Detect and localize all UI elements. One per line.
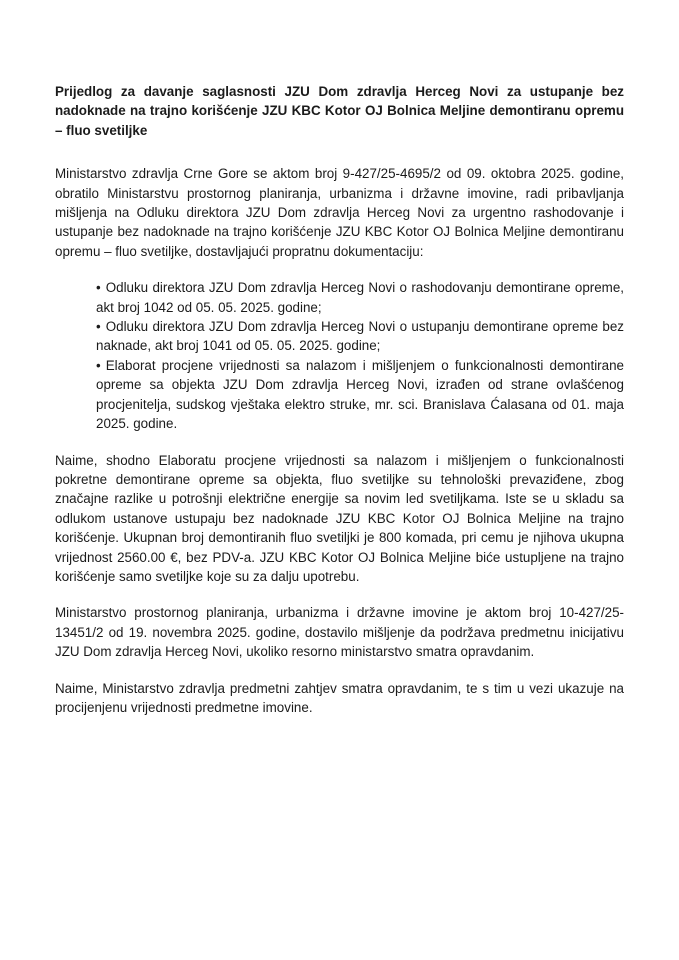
bullet-item-text: Elaborat procjene vrijednosti sa nalazom i mišljenjem o funkcionalnosti demontirane opreme sa objekta JZU Dom zdravlja Herceg Novi, izrađen od strane ovlašćenog procjenitelja, sudskog vještaka elektro struke, mr. sci. Branislava Ćalasana od 01. maja 2025. godine. (96, 357, 624, 432)
bullet-marker-icon: • (96, 319, 101, 335)
bullet-item-text: Odluku direktora JZU Dom zdravlja Herceg Novi o rashodovanju demontirane opreme, akt broj 1042 od 05. 05. 2025. godine; (96, 280, 624, 315)
document-title: Prijedlog za davanje saglasnosti JZU Dom zdravlja Herceg Novi za ustupanje bez nadoknade na trajno korišćenje JZU KBC Kotor OJ Bolnica Meljine demontiranu opremu – fluo svetiljke (55, 84, 624, 138)
paragraph-conclusion: Naime, Ministarstvo zdravlja predmetni zahtjev smatra opravdanim, te s tim u vezi ukazuje na procijenjenu vrijednosti predmetne imovine. (55, 680, 624, 715)
bullet-marker-icon: • (96, 357, 101, 373)
bullet-item (96, 317, 624, 356)
paragraph-ministry-opinion: Ministarstvo prostornog planiranja, urbanizma i državne imovine je aktom broj 10-427/25-13451/2 od 19. novembra 2025. godine, dostavilo mišljenje da podržava predmetnu inicijativu JZU Dom zdravlja Herceg Novi, ukoliko resorno ministarstvo smatra opravdanim. (55, 605, 624, 660)
bullet-marker-icon: • (96, 280, 101, 296)
paragraph-elaborat: Naime, shodno Elaboratu procjene vrijednosti sa nalazom i mišljenjem o funkcionalnosti pokretne demontirane opreme sa objekta, fluo svetiljke su tehnološki prevaziđene, zbog značajne razlike u potrošnji električne energije sa novim led svetiljkama. Iste se u skladu sa odlukom ustanove ustupaju bez nadoknade JZU KBC Kotor OJ Bolnica Meljine na trajno korišćenje. Ukupnan broj demontiranih fluo svetiljki je 800 komada, pri cemu je njihova ukupna vrijednost 2560.00 €, bez PDV-a. JZU KBC Kotor OJ Bolnica Meljine biće ustupljene na trajno korišćenje samo svetiljke koje su za dalju upotrebu. (55, 452, 624, 584)
bullet-item-text: Odluku direktora JZU Dom zdravlja Herceg Novi o ustupanju demontirane opreme bez naknade, akt broj 1041 od 05. 05. 2025. godine; (96, 319, 624, 354)
paragraph-intro: Ministarstvo zdravlja Crne Gore se aktom broj 9-427/25-4695/2 od 09. oktobra 2025. godine, obratilo Ministarstvu prostornog planiranja, urbanizma i državne imovine, radi pribavljanja mišljenja na Odluku direktora JZU Dom zdravlja Herceg Novi za urgentno rashodovanje i ustupanje bez nadoknade na trajno korišćenje JZU KBC Kotor OJ Bolnica Meljine demontiranu opremu – fluo svetiljke, dostavljajući propratnu dokumentaciju: (55, 166, 624, 259)
bullet-list (55, 278, 624, 433)
bullet-item (96, 356, 624, 434)
bullet-item (96, 278, 624, 317)
